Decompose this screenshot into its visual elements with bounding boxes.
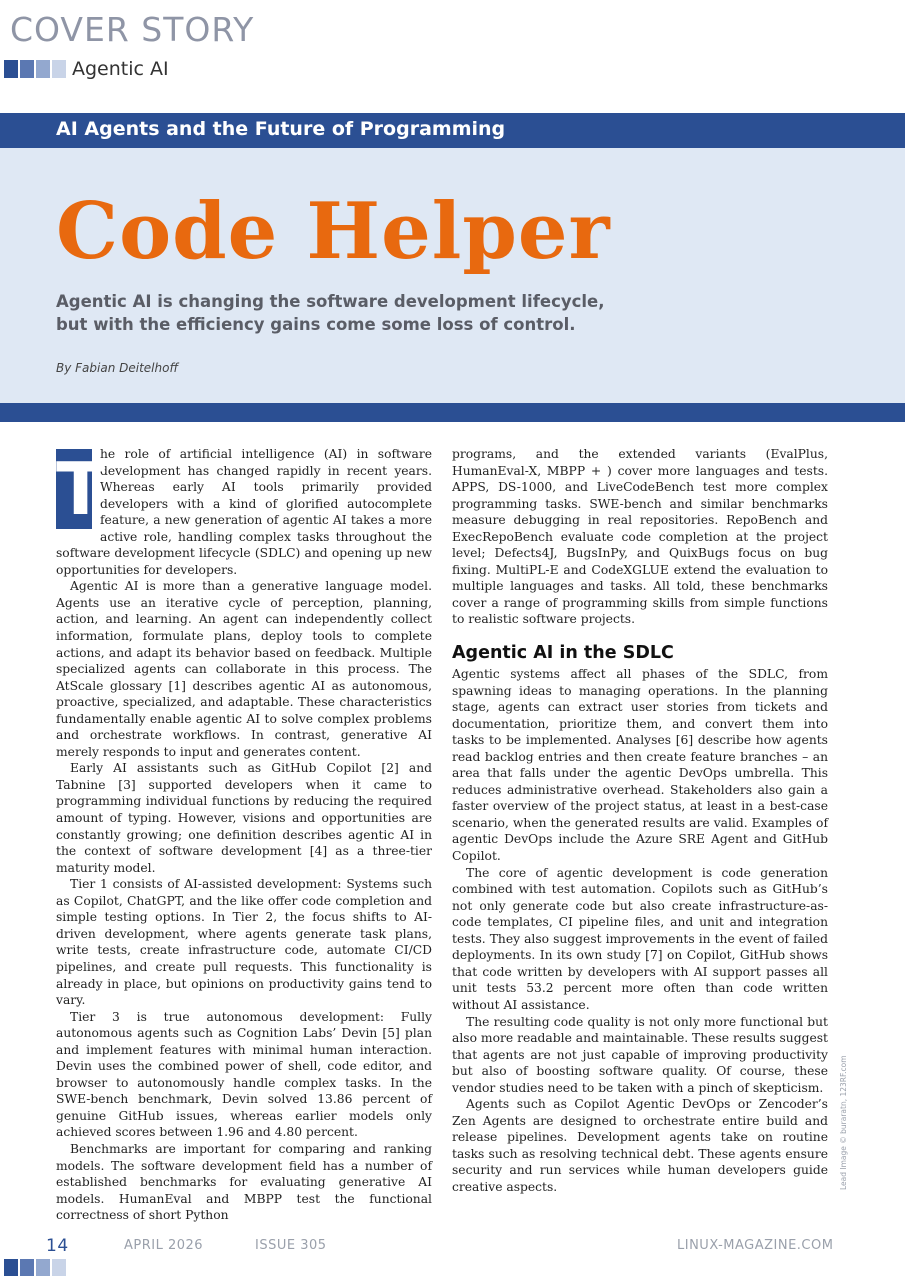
marker-block-4 xyxy=(52,60,66,78)
paragraph: Tier 1 consists of AI-assisted development: Systems such as Copilot, ChatGPT, and the like offer code completion and simple testing options. In Tier 2, the focus shifts to AI-driven development, where agents generate task plans, write tests, create infrastructure code, automate CI/CD pipelines, and create pull requests. This functionality is already in place, but opinions on productivity gains tend to vary. xyxy=(56,877,432,1008)
section-subtitle-row xyxy=(4,56,169,82)
article-column-left xyxy=(56,446,432,1224)
image-credit: Lead Image © buraratn, 123RF.com xyxy=(839,1055,848,1190)
section-marker-blocks xyxy=(4,60,66,78)
paragraph: Tier 3 is true autonomous development: Fully autonomous agents such as Cognition Labs’ Devin [5] plan and implement features with minimal human interaction. Devin uses the combined power of shell, code editor, and browser to autonomously handle complex tasks. In the SWE-bench benchmark, Devin solved 13.86 percent of genuine GitHub issues, whereas earlier models only achieved scores between 1.96 and 4.80 percent. xyxy=(56,1009,432,1140)
paragraph: Agents such as Copilot Agentic DevOps or Zencoder’s Zen Agents are designed to orchestrate entire build and release pipelines. Development agents take on routine tasks such as resolving technical debt. These agents ensure security and run services while human developers guide creative aspects. xyxy=(452,1097,828,1194)
drop-cap xyxy=(56,447,106,531)
footer-issue: ISSUE 305 xyxy=(255,1238,327,1253)
drop-cap-letter: T xyxy=(56,447,106,531)
marker-block-3 xyxy=(36,1259,50,1276)
deck-line-1: Agentic AI is changing the software development lifecycle, xyxy=(56,292,605,311)
headline: Code Helper xyxy=(56,186,611,277)
deck-line-2: but with the efficiency gains come some loss of control. xyxy=(56,315,576,334)
section-title: COVER STORY xyxy=(10,10,255,49)
deck xyxy=(56,290,616,336)
kicker-bar xyxy=(0,113,905,148)
paragraph: programs, and the extended variants (EvalPlus, HumanEval-X, MBPP + ) cover more languages and tests. APPS, DS-1000, and LiveCodeBench test more complex programming tasks. SWE-bench and similar benchmarks measure debugging in real repositories. RepoBench and ExecRepoBench evaluate code completion at the project level; Defects4J, BugsInPy, and QuixBugs focus on bug fixing. MultiPL-E and CodeXGLUE extend the evaluation to multiple languages and tasks. All told, these benchmarks cover a range of programming skills from simple functions to realistic software projects. xyxy=(452,447,828,627)
paragraph-text: he role of artificial intelligence (AI) in software development has changed rapidly in recent years. Whereas early AI tools primarily provided developers with a kind of glorified autocomplete feature, a new generation of agentic AI takes a more active role, handling complex tasks throughout the software development lifecycle (SDLC) and opening up new opportunities for developers. xyxy=(56,447,432,577)
paragraph: The core of agentic development is code generation combined with test automation. Copilots such as GitHub’s not only generate code but also create infrastructure-as-code templates, CI pipeline files, and unit and integration tests. They also suggest improvements in the event of failed deployments. In its own study [7] on Copilot, GitHub shows that code written by developers with AI support passes all unit tests 53.2 percent more often than code written without AI assistance. xyxy=(452,865,828,1012)
subheading: Agentic AI in the SDLC xyxy=(452,643,674,664)
paragraph xyxy=(56,446,432,578)
marker-block-4 xyxy=(52,1259,66,1276)
hero-bottom-bar xyxy=(0,403,905,422)
paragraph: Agentic AI is more than a generative language model. Agents use an iterative cycle of perception, planning, action, and learning. An agent can independently collect information, formulate plans, deploy tools to complete actions, and adapt its behavior based on feedback. Multiple specialized agents can collaborate in this process. The AtScale glossary [1] describes agentic AI as autonomous, proactive, specialized, and adaptable. These characteristics fundamentally enable agentic AI to solve complex problems and orchestrate workflows. In contrast, generative AI merely responds to input and generates content. xyxy=(56,579,432,759)
marker-block-2 xyxy=(20,60,34,78)
article-column-right xyxy=(452,446,828,1196)
footer-site: LINUX-MAGAZINE.COM xyxy=(677,1238,834,1253)
paragraph: Benchmarks are important for comparing and ranking models. The software development field has a number of established benchmarks for evaluating generative AI models. HumanEval and MBPP test the functional correctness of short Python xyxy=(56,1141,432,1223)
paragraph: Agentic systems affect all phases of the SDLC, from spawning ideas to managing operations. In the planning stage, agents can extract user stories from tickets and documentation, prioritize them, and convert them into tasks to be implemented. Analyses [6] describe how agents read backlog entries and then create feature branches – an area that falls under the agentic DevOps umbrella. This reduces administrative overhead. Stakeholders also gain a faster overview of the project status, at least in a best-case scenario, when the generated results are valid. Examples of agentic DevOps include the Azure SRE Agent and GitHub Copilot. xyxy=(452,667,828,864)
marker-block-2 xyxy=(20,1259,34,1276)
marker-block-1 xyxy=(4,60,18,78)
section-subtitle: Agentic AI xyxy=(72,58,169,80)
paragraph: The resulting code quality is not only more functional but also more readable and maintainable. These results suggest that agents are not just capable of improving productivity but also of boosting software quality. Of course, these vendor studies need to be taken with a pinch of skepticism. xyxy=(452,1014,828,1095)
marker-block-3 xyxy=(36,60,50,78)
page-number: 14 xyxy=(46,1236,69,1256)
paragraph: Early AI assistants such as GitHub Copilot [2] and Tabnine [3] supported developers when it came to programming individual functions by reducing the required amount of typing. However, visions and opportunities are constantly growing; one definition describes agentic AI in the context of software development [4] as a three-tier maturity model. xyxy=(56,761,432,875)
marker-block-1 xyxy=(4,1259,18,1276)
hero-panel xyxy=(0,148,905,403)
footer-date: APRIL 2026 xyxy=(124,1238,204,1253)
kicker: AI Agents and the Future of Programming xyxy=(56,118,506,140)
footer-marker-blocks xyxy=(4,1259,66,1276)
byline: By Fabian Deitelhoff xyxy=(56,361,179,375)
